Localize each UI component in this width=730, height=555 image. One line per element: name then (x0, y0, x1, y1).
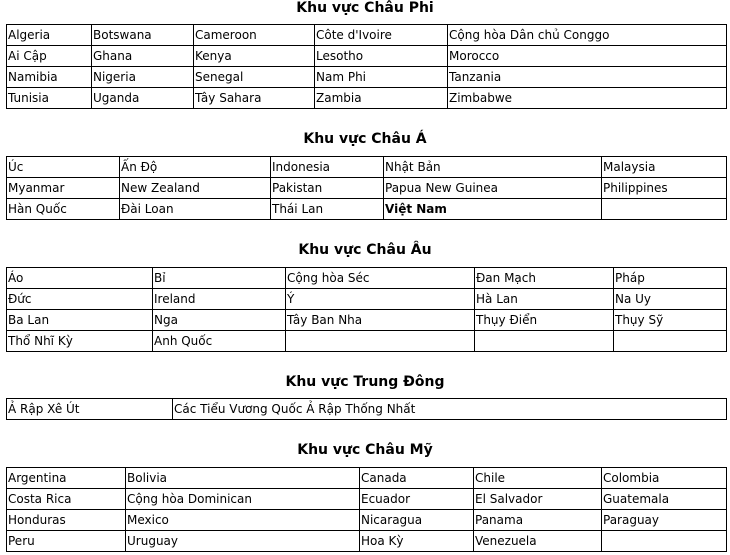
country-cell: Ả Rập Xê Út (7, 399, 173, 420)
country-cell: Lesotho (315, 46, 448, 67)
empty-cell (602, 199, 727, 220)
empty-cell (475, 331, 614, 352)
country-cell: Indonesia (271, 157, 384, 178)
country-cell: Papua New Guinea (384, 178, 602, 199)
table-row (7, 531, 727, 552)
country-cell: Nhật Bản (384, 157, 602, 178)
country-cell: Nigeria (92, 67, 194, 88)
country-cell: Các Tiểu Vương Quốc Ả Rập Thống Nhất (173, 399, 727, 420)
country-cell: Thụy Sỹ (614, 310, 727, 331)
country-cell: Đan Mạch (475, 268, 614, 289)
country-cell: Tây Ban Nha (286, 310, 475, 331)
region-title-asia: Khu vực Châu Á (303, 131, 427, 147)
country-cell: Pháp (614, 268, 727, 289)
country-cell: Philippines (602, 178, 727, 199)
country-table-europe (6, 267, 727, 352)
country-cell: Áo (7, 268, 153, 289)
country-cell: Tunisia (7, 88, 92, 109)
country-cell: Guatemala (602, 489, 727, 510)
country-cell: Namibia (7, 67, 92, 88)
country-cell: El Salvador (474, 489, 602, 510)
table-row (7, 46, 727, 67)
country-cell: Morocco (448, 46, 727, 67)
country-cell: Ý (286, 289, 475, 310)
country-cell-highlighted: Việt Nam (384, 199, 602, 220)
country-cell: Ai Cập (7, 46, 92, 67)
table-row (7, 310, 727, 331)
country-cell: Venezuela (474, 531, 602, 552)
country-cell: Thổ Nhĩ Kỳ (7, 331, 153, 352)
country-cell: Nicaragua (360, 510, 474, 531)
country-cell: Bolivia (126, 468, 360, 489)
country-cell: Pakistan (271, 178, 384, 199)
country-cell: Zimbabwe (448, 88, 727, 109)
country-cell: Úc (7, 157, 120, 178)
country-cell: Senegal (194, 67, 315, 88)
country-cell: Ba Lan (7, 310, 153, 331)
country-cell: Nam Phi (315, 67, 448, 88)
country-cell: Kenya (194, 46, 315, 67)
country-cell: Tây Sahara (194, 88, 315, 109)
region-title-africa: Khu vực Châu Phi (296, 0, 434, 16)
country-cell: Cộng hòa Dominican (126, 489, 360, 510)
country-cell: Ecuador (360, 489, 474, 510)
table-row (7, 468, 727, 489)
table-row (7, 25, 727, 46)
country-table-americas (6, 467, 727, 552)
table-row (7, 178, 727, 199)
table-row (7, 399, 727, 420)
table-row (7, 157, 727, 178)
country-cell: Mexico (126, 510, 360, 531)
country-cell: Đức (7, 289, 153, 310)
country-cell: Canada (360, 468, 474, 489)
country-cell: Ireland (153, 289, 286, 310)
country-cell: Nga (153, 310, 286, 331)
country-cell: Cộng hòa Dân chủ Conggo (448, 25, 727, 46)
table-row (7, 331, 727, 352)
country-cell: Hà Lan (475, 289, 614, 310)
country-cell: Uruguay (126, 531, 360, 552)
country-cell: Cameroon (194, 25, 315, 46)
table-row (7, 88, 727, 109)
country-cell: Chile (474, 468, 602, 489)
country-table-africa (6, 24, 727, 109)
country-cell: Costa Rica (7, 489, 126, 510)
table-row (7, 510, 727, 531)
table-row (7, 289, 727, 310)
country-cell: Ấn Độ (120, 157, 271, 178)
country-cell: Algeria (7, 25, 92, 46)
country-cell: Ghana (92, 46, 194, 67)
country-cell: Botswana (92, 25, 194, 46)
country-cell: Hàn Quốc (7, 199, 120, 220)
country-cell: Côte d'Ivoire (315, 25, 448, 46)
country-cell: Cộng hòa Séc (286, 268, 475, 289)
table-row (7, 489, 727, 510)
country-cell: Paraguay (602, 510, 727, 531)
country-cell: Colombia (602, 468, 727, 489)
country-cell: Bỉ (153, 268, 286, 289)
region-title-americas: Khu vực Châu Mỹ (297, 442, 433, 458)
country-cell: Uganda (92, 88, 194, 109)
region-title-middle-east: Khu vực Trung Đông (285, 374, 445, 390)
country-cell: Argentina (7, 468, 126, 489)
country-table-middle-east (6, 398, 727, 420)
region-title-europe: Khu vực Châu Âu (298, 242, 432, 258)
country-table-asia (6, 156, 727, 220)
country-cell: Peru (7, 531, 126, 552)
country-cell: Tanzania (448, 67, 727, 88)
table-row (7, 199, 727, 220)
country-cell: Zambia (315, 88, 448, 109)
country-cell: Myanmar (7, 178, 120, 199)
empty-cell (602, 531, 727, 552)
country-cell: Thái Lan (271, 199, 384, 220)
country-cell: Na Uy (614, 289, 727, 310)
country-cell: Panama (474, 510, 602, 531)
country-cell: Honduras (7, 510, 126, 531)
country-cell: Đài Loan (120, 199, 271, 220)
table-row (7, 67, 727, 88)
empty-cell (286, 331, 475, 352)
country-cell: Anh Quốc (153, 331, 286, 352)
country-cell: New Zealand (120, 178, 271, 199)
empty-cell (614, 331, 727, 352)
country-cell: Thụy Điển (475, 310, 614, 331)
country-cell: Hoa Kỳ (360, 531, 474, 552)
table-row (7, 268, 727, 289)
country-cell: Malaysia (602, 157, 727, 178)
